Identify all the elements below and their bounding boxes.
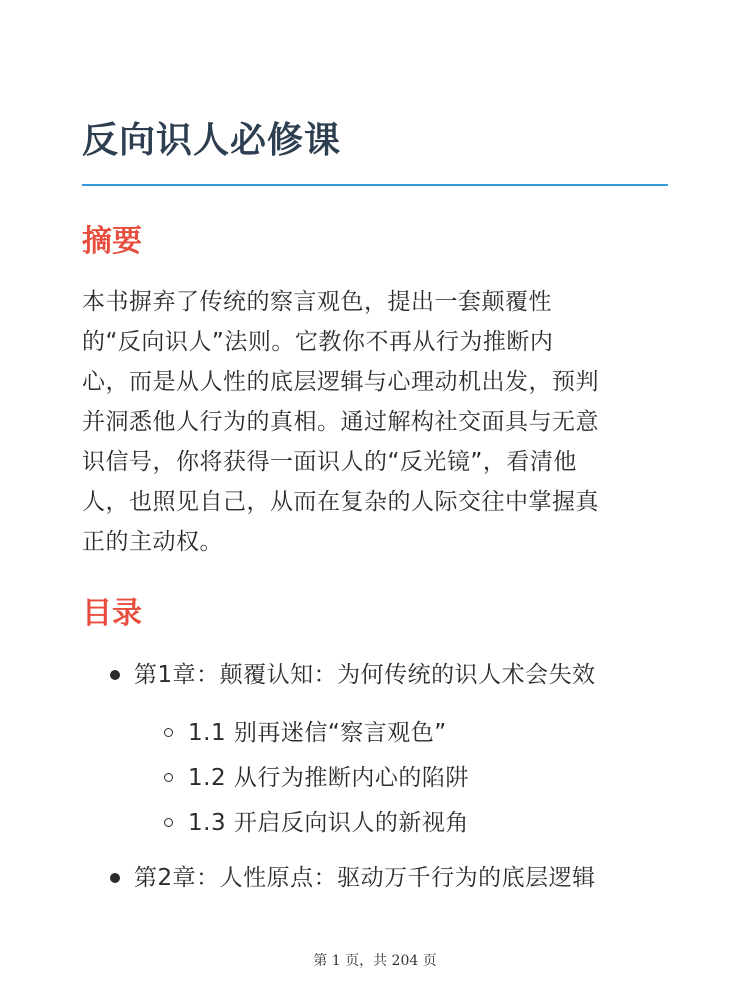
toc-section-1-3: [188, 807, 469, 839]
abstract-line: 识信号，你将获得一面识人的“反光镜”，看清他: [82, 449, 577, 475]
toc-chapter-1: [134, 659, 596, 691]
bullet-circle-icon: [164, 818, 173, 827]
bullet-circle-icon: [164, 773, 173, 782]
toc-heading: 目录: [82, 596, 142, 631]
abstract-line: 人，也照见自己，从而在复杂的人际交往中掌握真: [82, 489, 599, 515]
abstract-line: 本书摒弃了传统的察言观色，提出一套颠覆性: [82, 289, 552, 315]
toc-section-1-2: [188, 762, 469, 794]
abstract-line: 的“反向识人”法则。它教你不再从行为推断内: [82, 329, 554, 355]
toc-chapter-label: 第1章：颠覆认知：为何传统的识人术会失效: [134, 662, 596, 688]
bullet-circle-icon: [164, 728, 173, 737]
toc-section-label: 1.2 从行为推断内心的陷阱: [188, 765, 469, 791]
toc-chapter-2: [134, 862, 596, 894]
bullet-disc-icon: [110, 873, 120, 883]
toc-section-label: 1.1 别再迷信“察言观色”: [188, 720, 447, 746]
bullet-disc-icon: [110, 670, 120, 680]
book-title: 反向识人必修课: [82, 120, 342, 161]
page-indicator: 第 1 页，共 204 页: [313, 953, 437, 969]
abstract-line: 心，而是从人性的底层逻辑与心理动机出发，预判: [82, 369, 599, 395]
abstract-line: 正的主动权。: [82, 529, 223, 555]
toc-section-1-1: [188, 717, 447, 749]
toc-chapter-label: 第2章：人性原点：驱动万千行为的底层逻辑: [134, 865, 596, 891]
abstract-line: 并洞悉他人行为的真相。通过解构社交面具与无意: [82, 409, 599, 435]
abstract-heading: 摘要: [82, 224, 142, 259]
toc-section-label: 1.3 开启反向识人的新视角: [188, 810, 469, 836]
